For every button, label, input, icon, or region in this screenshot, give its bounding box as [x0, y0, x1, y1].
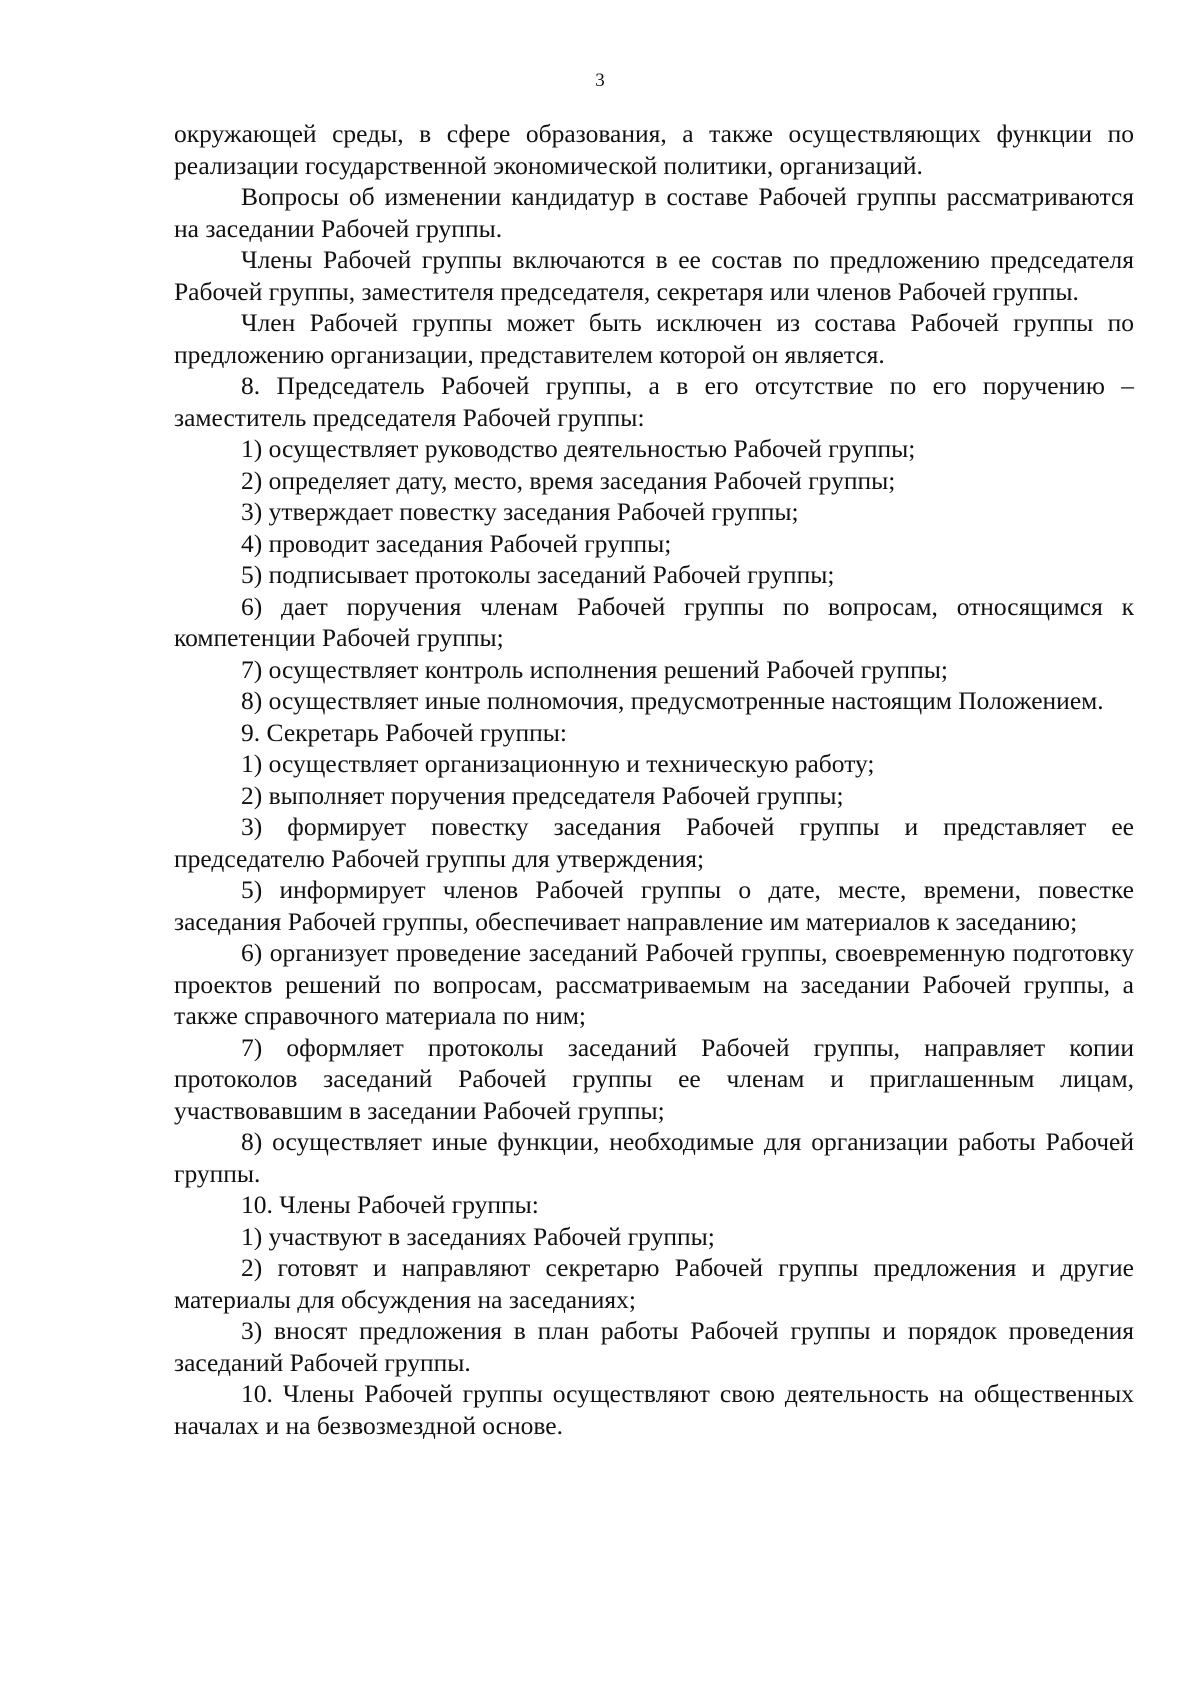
list-item: 8) осуществляет иные функции, необходимые для организации работы Рабочей группы. [174, 1127, 1134, 1188]
list-item: 7) оформляет протоколы заседаний Рабочей группы, направляет копии протоколов заседаний Рабочей группы ее членам и приглашенным лицам, участвовавшим в заседании Рабочей группы; [174, 1032, 1134, 1125]
list-item: 5) информирует членов Рабочей группы о дате, месте, времени, повестке заседания Рабочей группы, обеспечивает направление им материалов к заседанию; [174, 875, 1134, 936]
list-item: 2) выполняет поручения председателя Рабочей группы; [241, 780, 844, 810]
list-item: 1) осуществляет организационную и техническую работу; [241, 749, 875, 778]
list-item: 2) готовят и направляют секретарю Рабочей группы предложения и другие материалы для обсуждения на заседаниях; [174, 1253, 1134, 1314]
list-item: 1) участвуют в заседаниях Рабочей группы; [241, 1221, 715, 1251]
page-number: 3 [595, 70, 605, 91]
list-item: 1) осуществляет руководство деятельностью Рабочей группы; [241, 434, 916, 463]
list-item: 3) утверждает повестку заседания Рабочей группы; [241, 497, 799, 526]
list-item: 3) вносят предложения в план работы Рабочей группы и порядок проведения заседаний Рабочей группы. [174, 1316, 1134, 1377]
paragraph-member-exclusion: Член Рабочей группы может быть исключен из состава Рабочей группы по предложению организации, представителем которой он является. [174, 308, 1134, 369]
section-10-members-voluntary: 10. Члены Рабочей группы осуществляют свою деятельность на общественных началах и на безвозмездной основе. [174, 1379, 1134, 1440]
paragraph-member-inclusion: Члены Рабочей группы включаются в ее состав по предложению председателя Рабочей группы, заместителя председателя, секретаря или членов Рабочей группы. [174, 245, 1134, 306]
list-item: 7) осуществляет контроль исполнения решений Рабочей группы; [241, 654, 948, 684]
list-item: 6) организует проведение заседаний Рабочей группы, своевременную подготовку проектов решений по вопросам, рассматриваемым на заседании Рабочей группы, а также справочного материала по ним; [174, 938, 1134, 1030]
section-8-chairman: 8. Председатель Рабочей группы, а в его отсутствие по его поручению – заместитель председателя Рабочей группы: [174, 371, 1134, 432]
list-item: 6) дает поручения членам Рабочей группы по вопросам, относящимся к компетенции Рабочей группы; [174, 591, 1134, 652]
list-item: 8) осуществляет иные полномочия, предусмотренные настоящим Положением. [241, 686, 1104, 715]
list-item: 5) подписывает протоколы заседаний Рабочей группы; [241, 560, 835, 589]
document-body [174, 118, 1134, 1441]
section-9-secretary: 9. Секретарь Рабочей группы: [241, 717, 567, 747]
paragraph-candidate-changes: Вопросы об изменении кандидатур в составе Рабочей группы рассматриваются на заседании Рабочей группы. [174, 182, 1134, 243]
list-item: 3) формирует повестку заседания Рабочей группы и представляет ее председателю Рабочей группы для утверждения; [174, 812, 1134, 873]
section-10-members: 10. Члены Рабочей группы: [241, 1190, 539, 1219]
list-item: 2) определяет дату, место, время заседания Рабочей группы; [241, 465, 896, 495]
paragraph-continuation: окружающей среды, в сфере образования, а также осуществляющих функции по реализации государственной экономической политики, организаций. [174, 119, 1134, 180]
list-item: 4) проводит заседания Рабочей группы; [241, 528, 672, 558]
